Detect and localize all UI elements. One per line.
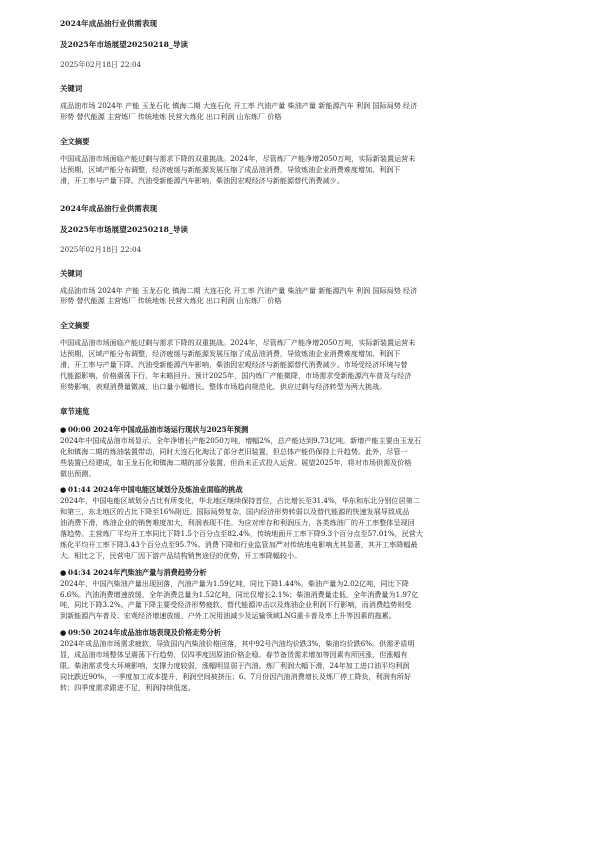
chapter-line: 做出预测。: [60, 468, 96, 478]
chapter-line: 和第三，东北地区的占比下降至16%附近。国际局势复杂，国内经济形势转弱以及替代能源的快速发展导致成品: [60, 507, 410, 517]
doc-title-line2: 及2025年市场展望20250218_导读: [60, 224, 188, 234]
summary-line: 滑，开工率与产量下降。汽油受新能源汽车影响，柴油因宏观经济与新能源替代消费减少。: [60, 175, 344, 185]
chapter-line: 2024年，中国汽柴油产量出现回落，汽油产量为1.59亿吨，同比下降1.44%，柴油产量为2.02亿吨，同比下降: [60, 578, 409, 588]
chapter-line: 炼化平均开工率下降3.43个百分点至95.7%。消费下降和行业监管加严对传统地电影响尤其显著，其开工率降幅最: [60, 539, 418, 549]
doc-date: 2025年02月18日 22:04: [60, 60, 142, 69]
chapter-line: 限。柴油需求受大环境影响，支撑力度较弱，涨幅明显弱于汽油。炼厂利润大幅下滑，24年加工进口油平均利润: [60, 661, 410, 670]
summary-line: 形势影响，表观消费量微减，出口量小幅增长。整体市场趋向规范化，供应过剩与经济转型为两大挑战。: [60, 381, 387, 391]
chapter-title[interactable]: [60, 485, 535, 496]
chapter-line: 2024年，中国电能区域划分占比有所变化，华北地区继续保持首位，占比增长至31.4%，华东和东北分别位居第二: [60, 496, 420, 506]
chapter-title-text: 00:00 2024年中国成品油市场运行现状与2025年预测: [68, 424, 249, 434]
chapter-line: 化和镇海二期的炼油装置带动，同时大连石化淘汰了部分老旧装置，但总体产能仍保持上升趋势。此外，尽管一: [60, 446, 408, 456]
summary-paragraph: [60, 154, 535, 187]
summary-line: 达预期，区域产能分布调整，经济疲缓与新能源发展压缩了成品油消费，导致炼油企业消费难度增加、利润下: [60, 164, 401, 174]
summary-line: 中国成品油市场面临产能过剩与需求下降的双重挑战。2024年，尽管炼厂产能净增2050万吨，实际新装置运营未: [60, 153, 416, 163]
keywords-heading: 关键词: [60, 84, 83, 93]
chapter-line: 2024年中国成品油市场显示，全年净增长产能2050万吨，增幅2%，总产能达到9.73亿吨。新增产能主要由玉龙石: [60, 435, 422, 445]
doc-title-line2: 及2025年市场展望20250218_导读: [60, 40, 188, 49]
chapter-title-text: 04:34 2024年汽柴油产量与消费趋势分析: [68, 567, 207, 577]
summary-line: 滑，开工率与产量下降。汽油受新能源汽车影响，柴油因宏观经济与新能源替代消费减少。市场受经济环境与替: [60, 360, 408, 370]
chapter-line: 大。相比之下，民营电厂因下游产品结构销售途径的优势，开工率降幅较小。: [60, 550, 302, 560]
chapter-line: 油消费下滑，炼油企业的销售难度加大，利润表现不佳。为应对库存和利润压力，各类炼油厂的开工率整体呈现回: [60, 518, 415, 528]
doc-title-line1: 2024年成品油行业供需表现: [60, 19, 158, 28]
keywords-line: 成品油市场 2024年 产能 玉龙石化 镇海二期 大连石化 开工率 汽油产量 柴油产量 新能源汽车 利润 国际局势 经济: [60, 285, 418, 295]
keywords-heading: 关键词: [60, 268, 83, 278]
chapter-line: 6.6%。汽油消费增速放缓，全年消费总量为1.52亿吨，同比仅增长2.1%；柴油消费量走低，全年消费量为1.97亿: [60, 589, 419, 599]
summary-line: 中国成品油市场面临产能过剩与需求下降的双重挑战。2024年，尽管炼厂产能净增2050万吨，实际新装置运营未: [60, 338, 416, 348]
keywords-line: 形势 替代能源 主营炼厂 传统地炼 民营大炼化 出口利润 山东炼厂 价格: [60, 111, 282, 121]
chapter-line: 落趋势。主营炼厂平均开工率同比下降1.5个百分点至82.4%，传统地面开工率下降9.3个百分点至57.01%，民营大: [60, 529, 423, 539]
chapter-line: 转；四季度需求跟进不足，利润持续低迷。: [60, 682, 195, 692]
chapter-line: 些装置已经建成，如玉龙石化和镇海二期的部分装置，但尚未正式投入运营。展望2025年，将对市场供需及价格: [60, 457, 412, 467]
chapter-line: 同比跌近90%，一季度加工成本提升，利润空间被挤压；6、7月份因汽油消费增长及炼厂停工降负，利润有所好: [60, 671, 412, 681]
summary-paragraph: [60, 338, 535, 393]
bullet-icon: ●: [60, 485, 67, 495]
chapter-title-text: 09:50 2024年成品油市场表现及价格走势分析: [68, 628, 221, 638]
doc-title-line1: 2024年成品油行业供需表现: [60, 203, 158, 213]
chapter-item: [60, 485, 535, 561]
chapter-item: [60, 568, 535, 623]
chapter-title[interactable]: [60, 425, 535, 436]
chapter-item: [60, 425, 535, 480]
title-block-1: [60, 18, 535, 187]
summary-heading: 全文摘要: [60, 136, 90, 146]
summary-heading: 全文摘要: [60, 321, 90, 331]
chapter-title[interactable]: [60, 568, 535, 579]
keywords-line: 成品油市场 2024年 产能 玉龙石化 镇海二期 大连石化 开工率 汽油产量 柴油产量 新能源汽车 利润 国际局势 经济: [60, 101, 418, 110]
summary-line: 达预期，区域产能分布调整，经济疲缓与新能源发展压缩了成品油消费，导致炼油企业消费难度增加、利润下: [60, 349, 401, 359]
chapter-line: 显，成品油市场整体呈震荡下行趋势，仅四季度因原油价格企稳、春节备货需求增加等因素有所回涨，但涨幅有: [60, 650, 408, 660]
chapter-line: 2024年成品油市场需求疲软，导致国内汽柴油价格回落，其中92号汽油均价跌3%，柴油均价跌6%。供需矛盾明: [60, 639, 415, 649]
chapters-section: [60, 407, 535, 694]
chapter-title[interactable]: [60, 628, 535, 639]
doc-date: 2025年02月18日 22:04: [60, 244, 142, 254]
summary-line: 代能源影响，价格震荡下行，年末略回升。预计2025年，国内炼厂产能微降，市场需求受新能源汽车普及与经济: [60, 371, 412, 381]
chapter-title-text: 01:44 2024年中国电能区域划分及炼油业面临的挑战: [68, 485, 243, 495]
chapter-line: 到新能源汽车普及、宏观经济增速放缓、户外工况用油减少及运输领域LNG重卡普及率上升等因素的拖累。: [60, 611, 396, 621]
bullet-icon: ●: [60, 628, 67, 638]
keywords-line: 形势 替代能源 主营炼厂 传统地炼 民营大炼化 出口利润 山东炼厂 价格: [60, 296, 282, 306]
bullet-icon: ●: [60, 567, 67, 577]
title-block-2: [60, 203, 535, 393]
bullet-icon: ●: [60, 424, 67, 434]
chapter-line: 吨，同比下降3.2%。产量下降主要受经济形势疲软、替代能源冲击以及炼油企业利润下行影响，而消费趋势则受: [60, 600, 412, 610]
chapter-item: [60, 628, 535, 693]
chapters-heading: 章节速览: [60, 406, 90, 416]
